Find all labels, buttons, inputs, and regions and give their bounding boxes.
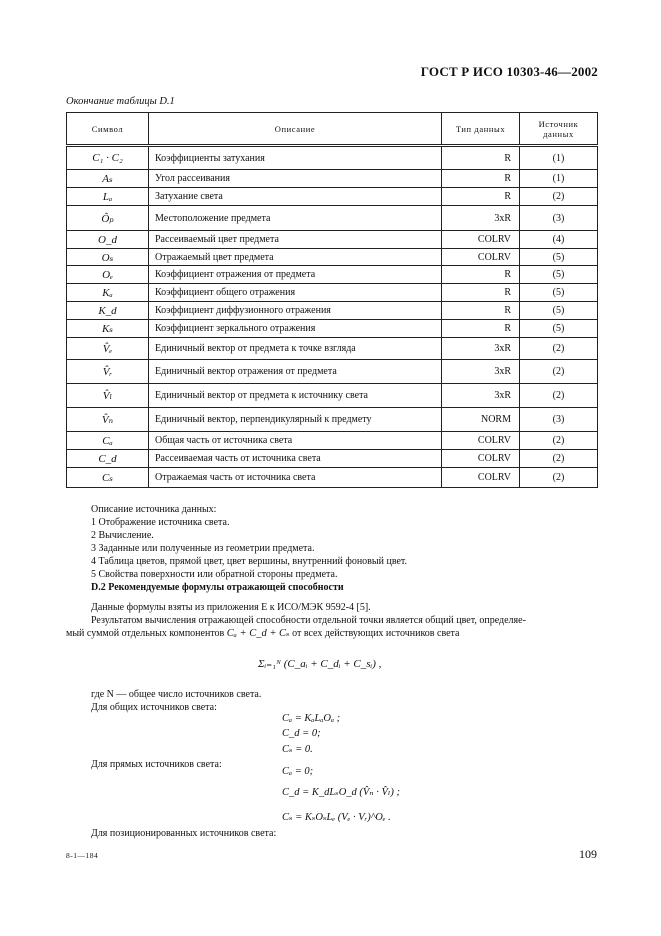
cell-data-type: 3xR: [442, 206, 520, 231]
table-row: [67, 320, 598, 338]
ambient-label: Для общих источников света:: [91, 702, 217, 713]
cell-description: Единичный вектор, перпендикулярный к предмету: [149, 408, 442, 432]
direct-formula-2: C_d = K_dLₛO_d (V̂ₙ · V̂ₗ) ;: [282, 787, 401, 798]
cell-description: Единичный вектор от предмета к точке взгляда: [149, 338, 442, 360]
cell-symbol: Cₐ: [67, 432, 149, 450]
cell-data-source: (4): [520, 231, 598, 249]
cell-symbol: V̂ᵣ: [67, 360, 149, 384]
note-item: 2 Вычисление.: [91, 530, 154, 541]
cell-data-type: R: [442, 266, 520, 284]
cell-data-source: (2): [520, 384, 598, 408]
cell-data-source: (2): [520, 450, 598, 468]
table-row: [67, 408, 598, 432]
cell-data-source: (2): [520, 338, 598, 360]
table-row: [67, 384, 598, 408]
cell-data-type: R: [442, 284, 520, 302]
cell-data-source: (1): [520, 146, 598, 170]
cell-data-source: (5): [520, 320, 598, 338]
cell-symbol: V̂ₗ: [67, 384, 149, 408]
direct-label: Для прямых источников света:: [91, 759, 222, 770]
table-row: [67, 249, 598, 266]
cell-symbol: C_d: [67, 450, 149, 468]
table-row: [67, 338, 598, 360]
cell-data-type: COLRV: [442, 450, 520, 468]
components-formula: Cₐ + C_d + Cₛ: [226, 628, 290, 639]
note-item: 3 Заданные или полученные из геометрии предмета.: [91, 543, 315, 554]
header-symbol: Символ: [67, 113, 149, 146]
cell-data-type: 3xR: [442, 360, 520, 384]
table-row: [67, 360, 598, 384]
cell-symbol: Oₑ: [67, 266, 149, 284]
cell-symbol: K_d: [67, 302, 149, 320]
cell-data-type: NORM: [442, 408, 520, 432]
table-row: [67, 302, 598, 320]
cell-description: Коэффициент диффузионного отражения: [149, 302, 442, 320]
header-description: Описание: [149, 113, 442, 146]
print-code: 8-1—184: [66, 851, 99, 860]
cell-description: Коэффициент отражения от предмета: [149, 266, 442, 284]
table-row: [67, 468, 598, 488]
notes-title: Описание источника данных:: [91, 504, 217, 515]
sum-formula: Σᵢ₌₁ᴺ (C_aᵢ + C_dᵢ + C_sᵢ) ,: [258, 658, 382, 670]
ambient-formula-2: C_d = 0;: [282, 728, 321, 739]
cell-data-source: (2): [520, 360, 598, 384]
paragraph-result-line1: Результатом вычисления отражающей способности отдельной точки является общий цвет, определяе-: [91, 615, 526, 626]
cell-description: Рассеиваемый цвет предмета: [149, 231, 442, 249]
cell-data-source: (5): [520, 266, 598, 284]
cell-symbol: V̂ₑ: [67, 338, 149, 360]
cell-description: Единичный вектор отражения от предмета: [149, 360, 442, 384]
cell-description: Единичный вектор от предмета к источнику света: [149, 384, 442, 408]
cell-symbol: O_d: [67, 231, 149, 249]
table-row: [67, 231, 598, 249]
cell-symbol: Kₛ: [67, 320, 149, 338]
cell-data-source: (2): [520, 432, 598, 450]
cell-description: Затухание света: [149, 188, 442, 206]
ambient-formula-1: Cₐ = KₐLₐOₐ ;: [282, 713, 341, 724]
table-row: [67, 450, 598, 468]
direct-formula-3: Cₛ = KₛOₛLₑ (Vₑ · Vᵣ)^Oₑ .: [282, 812, 391, 823]
cell-data-type: COLRV: [442, 468, 520, 488]
cell-symbol: Kₐ: [67, 284, 149, 302]
cell-description: Отражаемая часть от источника света: [149, 468, 442, 488]
cell-symbol: Cₛ: [67, 468, 149, 488]
direct-formula-1: Cₐ = 0;: [282, 766, 314, 777]
table-row: [67, 206, 598, 231]
cell-data-type: COLRV: [442, 249, 520, 266]
cell-data-type: 3xR: [442, 384, 520, 408]
cell-symbol: Lₐ: [67, 188, 149, 206]
cell-data-type: COLRV: [442, 231, 520, 249]
cell-data-type: R: [442, 302, 520, 320]
where-text: где N — общее число источников света.: [91, 689, 262, 700]
cell-data-source: (2): [520, 188, 598, 206]
cell-data-type: R: [442, 170, 520, 188]
note-item: 5 Свойства поверхности или обратной стороны предмета.: [91, 569, 338, 580]
cell-data-source: (3): [520, 206, 598, 231]
section-title: D.2 Рекомендуемые формулы отражающей способности: [91, 582, 344, 593]
paragraph-result-line2: [66, 627, 459, 640]
positional-label: Для позиционированных источников света:: [91, 828, 277, 839]
cell-description: Местоположение предмета: [149, 206, 442, 231]
cell-data-type: R: [442, 320, 520, 338]
header-data-type: Тип данных: [442, 113, 520, 146]
cell-symbol: Oₛ: [67, 249, 149, 266]
document-header: ГОСТ Р ИСО 10303-46—2002: [420, 64, 598, 79]
table-row: [67, 146, 598, 170]
cell-symbol: Aₛ: [67, 170, 149, 188]
cell-description: Общая часть от источника света: [149, 432, 442, 450]
note-item: 4 Таблица цветов, прямой цвет, цвет вершины, внутренний фоновый цвет.: [91, 556, 408, 567]
page-number: 109: [579, 847, 597, 861]
table-row: [67, 432, 598, 450]
cell-data-type: R: [442, 146, 520, 170]
table-header-row: [67, 113, 598, 146]
table-row: [67, 188, 598, 206]
cell-description: Отражаемый цвет предмета: [149, 249, 442, 266]
cell-data-source: (5): [520, 284, 598, 302]
table-row: [67, 284, 598, 302]
ambient-formula-3: Cₛ = 0.: [282, 744, 313, 755]
table-caption: Окончание таблицы D.1: [66, 96, 175, 107]
cell-data-source: (5): [520, 302, 598, 320]
cell-data-type: COLRV: [442, 432, 520, 450]
cell-description: Угол рассеивания: [149, 170, 442, 188]
cell-description: Коэффициенты затухания: [149, 146, 442, 170]
table-row: [67, 266, 598, 284]
cell-symbol: Ôₚ: [67, 206, 149, 231]
cell-data-source: (5): [520, 249, 598, 266]
cell-description: Коэффициент зеркального отражения: [149, 320, 442, 338]
paragraph-source: Данные формулы взяты из приложения Е к ИСО/МЭК 9592-4 [5].: [91, 602, 371, 613]
note-item: 1 Отображение источника света.: [91, 517, 230, 528]
cell-symbol: C₁ · C₂: [67, 146, 149, 170]
cell-data-type: R: [442, 188, 520, 206]
cell-description: Коэффициент общего отражения: [149, 284, 442, 302]
header-data-source: Источник данных: [520, 113, 598, 146]
table-row: [67, 170, 598, 188]
paragraph-text: мый суммой отдельных компонентов: [66, 628, 225, 639]
cell-data-source: (1): [520, 170, 598, 188]
symbols-table: [66, 112, 598, 488]
cell-symbol: V̂ₙ: [67, 408, 149, 432]
cell-data-source: (3): [520, 408, 598, 432]
cell-data-source: (2): [520, 468, 598, 488]
paragraph-text: от всех действующих источников света: [292, 628, 460, 639]
cell-data-type: 3xR: [442, 338, 520, 360]
cell-description: Рассеиваемая часть от источника света: [149, 450, 442, 468]
